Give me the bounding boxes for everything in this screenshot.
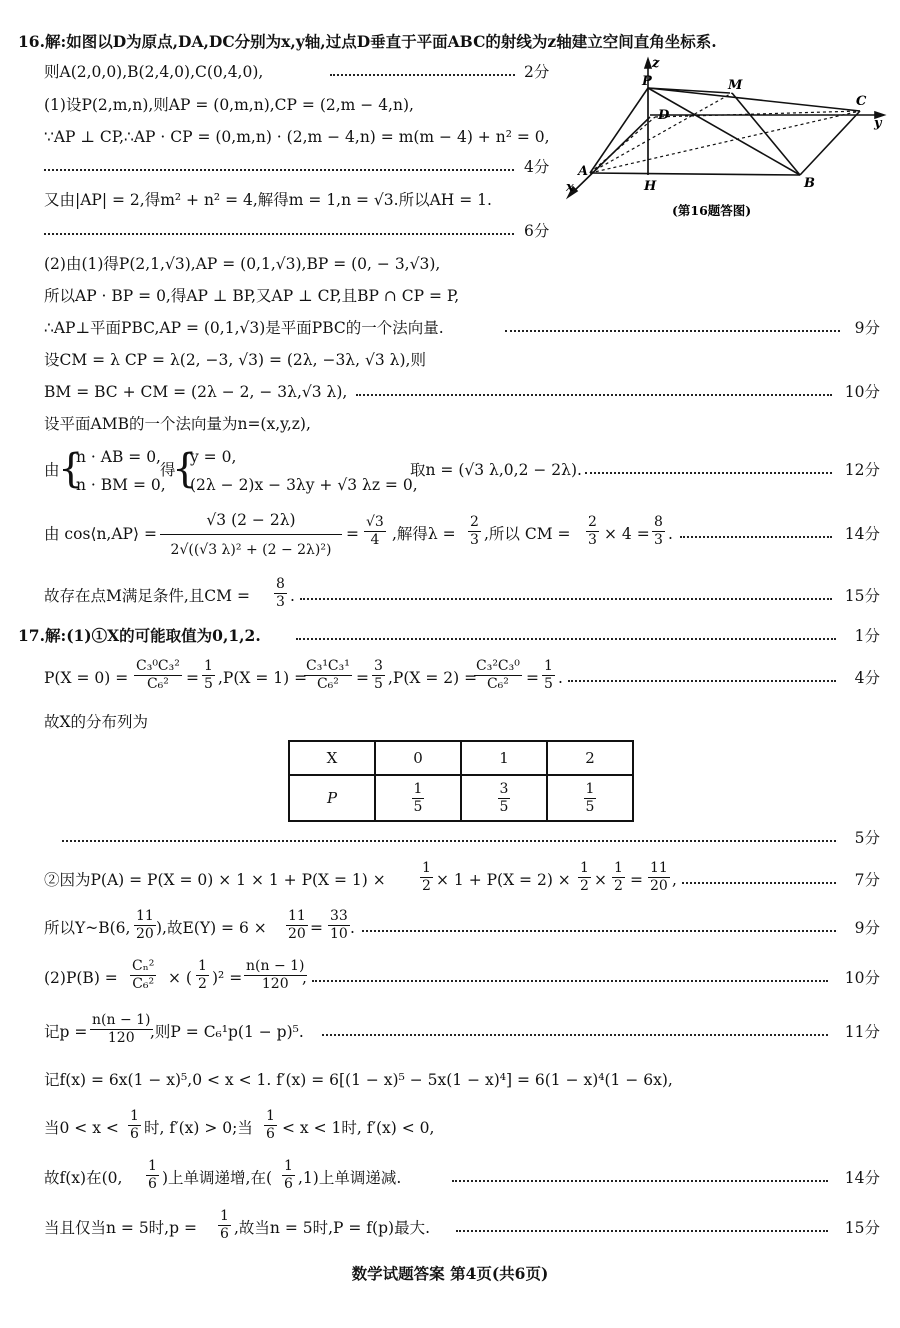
text: = (526, 669, 539, 687)
fraction: $\frac{1}{6}$ (148, 1158, 157, 1192)
text: . (558, 669, 563, 687)
table-header: 0 (375, 741, 461, 775)
fraction: $\frac{1}{5}$ (204, 658, 213, 692)
score: 2分 (524, 63, 550, 81)
fraction: $\frac{1}{5}$ (413, 780, 423, 815)
score: 12分 (844, 461, 880, 479)
table-header: 1 (461, 741, 547, 775)
leader-dots (62, 840, 836, 842)
fraction: $\frac{1}{6}$ (130, 1108, 139, 1142)
label-H: H (644, 179, 657, 194)
leader-dots (680, 536, 832, 538)
leader-dots (585, 472, 832, 474)
text: ,故当n = 5时,P = f(p)最大. (234, 1219, 430, 1237)
fraction: $\frac{11}{20}$ (650, 860, 668, 894)
p16-line1: 则A(2,0,0),B(2,4,0),C(0,4,0), (44, 63, 264, 81)
table-header: X (289, 741, 375, 775)
text: 得 (160, 461, 176, 479)
fraction: $\frac{1}{5}$ (585, 780, 595, 815)
text: 当0 < x < (44, 1119, 119, 1137)
fraction: $\frac{33}{10}$ (330, 908, 348, 942)
brace: { (58, 446, 84, 492)
text: . (668, 525, 673, 543)
fraction: $\frac{11}{20}$ (288, 908, 306, 942)
fraction: $\frac{1}{2}$ (198, 958, 207, 992)
score: 4分 (854, 669, 880, 687)
text: )² = (212, 969, 243, 987)
leader-dots (356, 394, 832, 396)
fraction-den: 2√((√3 λ)² + (2 − 2λ)²) (170, 542, 332, 558)
fraction: $\frac{1}{5}$ (544, 658, 553, 692)
text: ,则P = C₆¹p(1 − p)⁵. (150, 1023, 304, 1041)
text: < x < 1时, f′(x) < 0, (282, 1119, 435, 1137)
text: 所以Y~B(6, (44, 919, 131, 937)
fraction: $\frac{2}{3}$ (588, 514, 597, 548)
score: 1分 (854, 627, 880, 645)
fraction: $\frac{\text{C₃²C₃⁰}}{\text{C₆²}}$ (476, 658, 520, 692)
score: 6分 (524, 222, 550, 240)
label-z: z (652, 56, 660, 71)
fraction: $\frac{8}{3}$ (654, 514, 663, 548)
text: 由 (44, 461, 60, 479)
text: 由 cos⟨n,AP⟩ = (44, 525, 157, 543)
fraction: $\frac{1}{2}$ (422, 860, 431, 894)
label-y: y (874, 116, 882, 131)
text: × 4 = (604, 525, 650, 543)
leader-dots (362, 930, 836, 932)
label-P: P (642, 74, 652, 89)
leader-dots (312, 980, 828, 982)
text: 故存在点M满足条件,且CM = (44, 587, 250, 605)
label-A: A (578, 164, 589, 179)
text: , (672, 871, 677, 889)
fraction: $\frac{8}{3}$ (276, 576, 285, 610)
figure-caption: (第16题答图) (672, 203, 752, 218)
fraction: $\frac{\text{C₃¹C₃¹}}{\text{C₆²}}$ (306, 658, 350, 692)
score: 15分 (844, 587, 880, 605)
distribution-table (288, 740, 634, 822)
table-header: 2 (547, 741, 633, 775)
score: 10分 (844, 969, 880, 987)
fraction: $\frac{\text{Cₙ²}}{\text{C₆²}}$ (132, 958, 155, 992)
text: ,P(X = 2) = (388, 669, 478, 687)
score: 11分 (844, 1023, 880, 1041)
text: . (290, 587, 295, 605)
fraction-num: √3 (2 − 2λ) (206, 511, 296, 529)
text: . (350, 919, 355, 937)
fraction: $\frac{1}{6}$ (266, 1108, 275, 1142)
p17-line1: 17.解:(1)①X的可能取值为0,1,2. (18, 626, 261, 645)
fraction: $\frac{1}{2}$ (614, 860, 623, 894)
score: 14分 (844, 1169, 880, 1187)
score: 5分 (854, 829, 880, 847)
p16-line7: ∴AP⊥平面PBC,AP = (0,1,√3)是平面PBC的一个法向量. (44, 319, 444, 337)
equation: n · BM = 0, (76, 476, 166, 494)
score: 7分 (854, 871, 880, 889)
text: ),故E(Y) = 6 × (156, 919, 267, 937)
leader-dots (505, 330, 840, 332)
brace: { (172, 446, 198, 492)
text: = (310, 919, 323, 937)
equation: y = 0, (190, 448, 237, 466)
page-footer: 数学试题答案 第4页(共6页) (351, 1264, 549, 1283)
fraction: $\frac{\text{C₃⁰C₃²}}{\text{C₆²}}$ (136, 658, 180, 692)
text: ,所以 CM = (484, 525, 571, 543)
p16-line9: BM = BC + CM = (2λ − 2, − 3λ,√3 λ), (44, 383, 348, 401)
p17-line3: 故X的分布列为 (44, 713, 149, 731)
fraction: $\frac{1}{6}$ (284, 1158, 293, 1192)
label-B: B (804, 176, 815, 191)
leader-dots (44, 169, 514, 171)
leader-dots (568, 680, 836, 682)
score: 9分 (854, 319, 880, 337)
text: = (346, 525, 359, 543)
label-D: D (658, 108, 670, 123)
text: = (186, 669, 199, 687)
leader-dots (322, 1034, 828, 1036)
score: 9分 (854, 919, 880, 937)
leader-dots (330, 74, 515, 76)
geometry-figure (560, 55, 890, 225)
text: 时, f′(x) > 0;当 (144, 1119, 253, 1137)
fraction: $\frac{1}{6}$ (220, 1208, 229, 1242)
equation: (2λ − 2)x − 3λy + √3 λz = 0, (190, 476, 418, 494)
leader-dots (296, 638, 836, 640)
p16-line3: ∵AP ⊥ CP,∴AP · CP = (0,m,n) · (2,m − 4,n) = m(m − 4) + n² = 0, (44, 128, 550, 146)
p16-intro: 16.解:如图以D为原点,DA,DC分别为x,y轴,过点D垂直于平面ABC的射线为z轴建立空间直角坐标系. (18, 32, 717, 51)
fraction: $\frac{2}{3}$ (470, 514, 479, 548)
text: = (356, 669, 369, 687)
fraction: $\frac{3}{5}$ (499, 780, 509, 815)
text: = (630, 871, 643, 889)
text: 记p = (44, 1023, 88, 1041)
text: × (594, 871, 607, 889)
text: × 1 + P(X = 2) × (436, 871, 571, 889)
text: ,解得λ = (392, 525, 456, 543)
text: (2)P(B) = (44, 969, 118, 987)
leader-dots (452, 1180, 828, 1182)
fraction: $\frac{n(n - 1)}{120}$ (246, 958, 305, 992)
fraction: $\frac{√3}{4}$ (366, 514, 384, 548)
leader-dots (682, 882, 836, 884)
p16-line6: 所以AP · BP = 0,得AP ⊥ BP,又AP ⊥ CP,且BP ∩ CP = P, (44, 287, 460, 305)
text: × ( (168, 969, 192, 987)
p16-line4: 又由|AP| = 2,得m² + n² = 4,解得m = 1,n = √3.所以AH = 1. (44, 191, 492, 209)
score: 15分 (844, 1219, 880, 1237)
fraction: $\frac{n(n - 1)}{120}$ (92, 1012, 151, 1046)
leader-dots (44, 233, 514, 235)
label-x: x (566, 180, 574, 195)
p16-line8: 设CM = λ CP = λ(2, −3, √3) = (2λ, −3λ, √3 λ),则 (44, 351, 426, 369)
text: ,P(X = 1) = (218, 669, 308, 687)
equation: n · AB = 0, (76, 448, 161, 466)
leader-dots (456, 1230, 828, 1232)
label-M: M (728, 78, 743, 93)
p16-line2: (1)设P(2,m,n),则AP = (0,m,n),CP = (2,m − 4,n), (44, 96, 414, 114)
p16-line5: (2)由(1)得P(2,1,√3),AP = (0,1,√3),BP = (0, − 3,√3), (44, 255, 441, 273)
fraction: $\frac{11}{20}$ (136, 908, 154, 942)
text: 故f(x)在(0, (44, 1169, 123, 1187)
text: ②因为P(A) = P(X = 0) × 1 × 1 + P(X = 1) × (44, 871, 386, 889)
text: P(X = 0) = (44, 669, 129, 687)
text: , (302, 969, 307, 987)
text: 取n = (√3 λ,0,2 − 2λ). (410, 461, 582, 479)
fraction: $\frac{1}{2}$ (580, 860, 589, 894)
label-C: C (856, 94, 867, 109)
table-row-label: P (289, 775, 375, 821)
text: ,1)上单调递减. (298, 1169, 402, 1187)
fraction: $\frac{3}{5}$ (374, 658, 383, 692)
score: 14分 (844, 525, 880, 543)
p17-line9: 记f(x) = 6x(1 − x)⁵,0 < x < 1. f′(x) = 6[(1 − x)⁵ − 5x(1 − x)⁴] = 6(1 − x)⁴(1 − 6x), (44, 1071, 673, 1089)
score: 10分 (844, 383, 880, 401)
p16-line10: 设平面AMB的一个法向量为n=(x,y,z), (44, 415, 311, 433)
score: 4分 (524, 158, 550, 176)
text: 当且仅当n = 5时,p = (44, 1219, 197, 1237)
leader-dots (300, 598, 832, 600)
text: )上单调递增,在( (162, 1169, 273, 1187)
